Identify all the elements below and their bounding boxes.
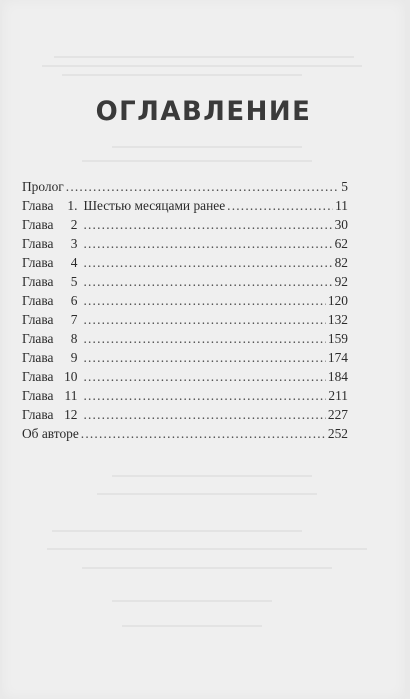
show-through-line — [47, 548, 367, 550]
toc-entry — [22, 217, 348, 236]
toc-entry — [22, 350, 348, 369]
toc-entry-label — [22, 350, 81, 366]
toc-entry-word: Глава — [22, 236, 54, 251]
toc-dot-leader — [83, 369, 325, 385]
toc-entry-label — [22, 331, 81, 347]
toc-entry-label — [22, 312, 81, 328]
toc-entry-word: Глава — [22, 293, 54, 308]
toc-entry-page: 11 — [335, 198, 348, 213]
toc-entry-number: 8 — [70, 331, 78, 346]
toc-entry-word: Глава — [22, 350, 54, 365]
toc-entry-page: 184 — [327, 369, 348, 384]
toc-entry-number: 4 — [70, 255, 78, 270]
toc-dot-leader — [83, 407, 325, 423]
toc-entry-word: Глава — [22, 255, 54, 270]
toc-entry-page: 62 — [334, 236, 348, 251]
toc-entry-label — [22, 179, 64, 195]
toc-entry-number: 10 — [64, 369, 78, 384]
toc-entry-label — [22, 255, 81, 271]
toc-entry-number: 12 — [64, 407, 78, 422]
toc-dot-leader — [66, 179, 340, 195]
toc-entry-page: 174 — [327, 350, 348, 365]
toc-entry-page: 211 — [328, 388, 348, 403]
show-through-line — [82, 160, 312, 162]
toc-entry-word: Глава — [22, 198, 54, 213]
toc-entry — [22, 179, 348, 198]
show-through-line — [52, 530, 302, 532]
toc-entry-number: 9 — [70, 350, 78, 365]
toc-entry-page: 120 — [327, 293, 348, 308]
toc-entry — [22, 198, 348, 217]
toc-entry-page: 132 — [327, 312, 348, 327]
toc-entry-label — [22, 369, 81, 385]
toc-entry-label — [22, 236, 81, 252]
toc-entry-word: Глава — [22, 407, 54, 422]
toc-entry-number: 1. — [67, 198, 78, 213]
toc-entry-word: Глава — [22, 331, 54, 346]
toc-entry-number: 7 — [70, 312, 78, 327]
toc-entry-page: 92 — [334, 274, 348, 289]
page-heading: ОГЛАВЛЕНИЕ — [95, 96, 312, 128]
toc-entry — [22, 293, 348, 312]
toc-dot-leader — [83, 350, 325, 366]
toc-dot-leader — [227, 198, 333, 214]
toc-dot-leader — [83, 274, 332, 290]
toc-entry-word: Глава — [22, 369, 54, 384]
toc-entry-label — [22, 198, 225, 214]
toc-dot-leader — [83, 388, 326, 404]
toc-entry-label — [22, 293, 81, 309]
toc-entry-number: 5 — [70, 274, 78, 289]
toc-entry — [22, 369, 348, 388]
toc-entry-page: 82 — [334, 255, 348, 270]
toc-entry — [22, 312, 348, 331]
toc-entry-word: Пролог — [22, 179, 64, 194]
toc-dot-leader — [81, 426, 326, 442]
toc-entry — [22, 331, 348, 350]
show-through-line — [122, 625, 262, 627]
toc-entry-word: Глава — [22, 312, 54, 327]
toc-entry-page: 159 — [327, 331, 348, 346]
toc-dot-leader — [83, 312, 325, 328]
toc-entry-label — [22, 407, 81, 423]
toc-entry — [22, 388, 348, 407]
toc-entry-number: 11 — [64, 388, 78, 403]
toc-entry-page: 5 — [341, 179, 348, 194]
toc-entry-label — [22, 217, 81, 233]
show-through-line — [62, 74, 302, 76]
toc-entry-page: 252 — [327, 426, 348, 441]
toc-entry — [22, 274, 348, 293]
show-through-line — [112, 600, 272, 602]
toc-entry-word: Об авторе — [22, 426, 79, 441]
toc-entry — [22, 236, 348, 255]
show-through-line — [112, 475, 312, 477]
toc-dot-leader — [83, 293, 325, 309]
table-of-contents — [22, 179, 348, 445]
toc-dot-leader — [83, 236, 332, 252]
toc-entry-word: Глава — [22, 274, 54, 289]
toc-entry — [22, 407, 348, 426]
toc-dot-leader — [83, 331, 325, 347]
toc-entry-number: 6 — [70, 293, 78, 308]
toc-dot-leader — [83, 255, 332, 271]
toc-dot-leader — [83, 217, 332, 233]
toc-entry-page: 227 — [327, 407, 348, 422]
toc-entry-number: 2 — [70, 217, 78, 232]
toc-entry-title: Шестью месяцами ранее — [83, 198, 226, 213]
toc-entry — [22, 255, 348, 274]
toc-entry-number: 3 — [70, 236, 78, 251]
toc-entry-word: Глава — [22, 217, 54, 232]
toc-entry-label — [22, 274, 81, 290]
show-through-line — [42, 65, 362, 67]
toc-entry-word: Глава — [22, 388, 54, 403]
toc-entry-page: 30 — [334, 217, 348, 232]
toc-entry-label — [22, 426, 79, 442]
show-through-line — [97, 493, 317, 495]
show-through-line — [82, 567, 332, 569]
toc-entry-label — [22, 388, 81, 404]
toc-entry — [22, 426, 348, 445]
show-through-line — [112, 146, 302, 148]
book-page — [2, 0, 405, 699]
show-through-line — [54, 56, 354, 58]
